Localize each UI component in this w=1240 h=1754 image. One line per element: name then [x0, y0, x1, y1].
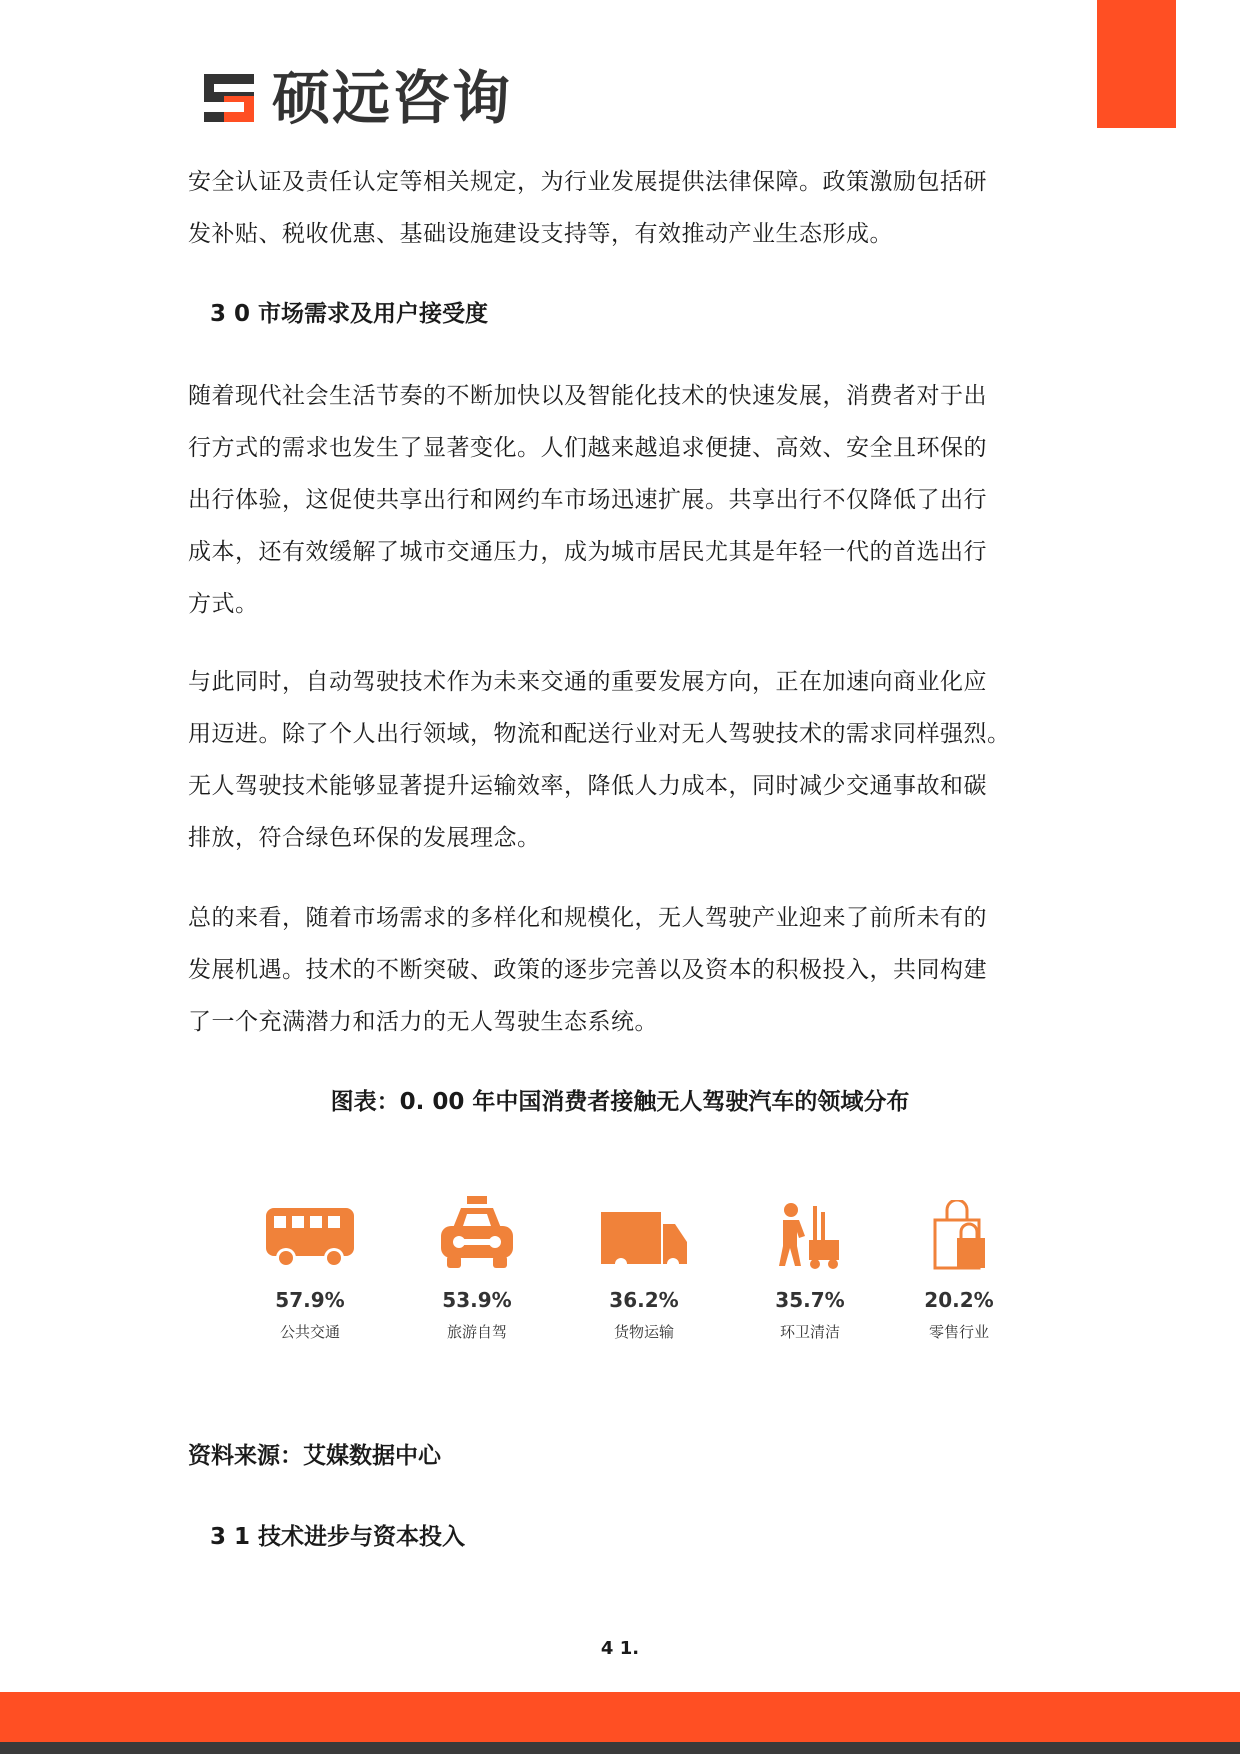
domain-distribution-infographic [0, 1190, 1240, 1360]
stat-value: 20.2% [924, 1288, 994, 1312]
brand-name: 硕远咨询 [272, 64, 513, 132]
stat-label: 公共交通 [279, 1323, 340, 1341]
brand-logo [200, 64, 512, 132]
footer-dark-strip [0, 1742, 1240, 1754]
stat-label: 货物运输 [613, 1323, 674, 1341]
paragraph-demand: 随着现代社会生活节奏的不断加快以及智能化技术的快速发展，消费者对于出 行方式的需求也发生了显著变化。人们越来越追求便捷、高效、安全且环保的 出行体验，这促使共享出行和网约车市场迅速扩展。共享出行不仅降低了出行 成本，还有效缓解了城市交通压力，成为城市居民尤其是年轻一代的首选出行 方式。 [188, 383, 987, 617]
bus-icon [264, 1206, 356, 1270]
corner-accent-block [1097, 0, 1176, 128]
stat-value: 36.2% [609, 1288, 679, 1312]
footer-accent-bar [0, 1692, 1240, 1742]
stat-item-retail [879, 1190, 1039, 1342]
page-number: 4 1. [600, 1638, 640, 1659]
truck-icon [599, 1210, 689, 1270]
section-heading-3-1: 3 1 技术进步与资本投入 [210, 1524, 466, 1550]
stat-item-sanitation [730, 1190, 890, 1342]
chart-title: 图表：0. 00 年中国消费者接触无人驾驶汽车的领域分布 [330, 1089, 910, 1115]
stat-label: 环卫清洁 [779, 1323, 840, 1341]
cleaner-icon [777, 1202, 843, 1270]
stat-item-self-drive-travel [397, 1190, 557, 1342]
stat-label: 旅游自驾 [446, 1323, 507, 1341]
taxi-icon [439, 1196, 515, 1270]
s-mark-icon [200, 70, 258, 126]
stat-value: 57.9% [275, 1288, 345, 1312]
stat-label: 零售行业 [928, 1323, 989, 1341]
source-note: 资料来源：艾媒数据中心 [188, 1443, 441, 1469]
paragraph-summary: 总的来看，随着市场需求的多样化和规模化，无人驾驶产业迎来了前所未有的 发展机遇。技术的不断突破、政策的逐步完善以及资本的积极投入，共同构建 了一个充满潜力和活力的无人驾驶生态系统。 [188, 905, 987, 1035]
stat-item-public-transport [230, 1190, 390, 1342]
shopping-bag-icon [931, 1200, 987, 1270]
stat-value: 53.9% [442, 1288, 512, 1312]
stat-item-freight [564, 1190, 724, 1342]
section-heading-3-0: 3 0 市场需求及用户接受度 [210, 301, 489, 327]
stat-value: 35.7% [775, 1288, 845, 1312]
paragraph-autonomous: 与此同时，自动驾驶技术作为未来交通的重要发展方向，正在加速向商业化应 用迈进。除了个人出行领域，物流和配送行业对无人驾驶技术的需求同样强烈。 无人驾驶技术能够显著提升运输效率，降低人力成本，同时减少交通事故和碳 排放，符合绿色环保的发展理念。 [188, 669, 1011, 851]
paragraph-policy: 安全认证及责任认定等相关规定，为行业发展提供法律保障。政策激励包括研 发补贴、税收优惠、基础设施建设支持等，有效推动产业生态形成。 [188, 169, 987, 247]
